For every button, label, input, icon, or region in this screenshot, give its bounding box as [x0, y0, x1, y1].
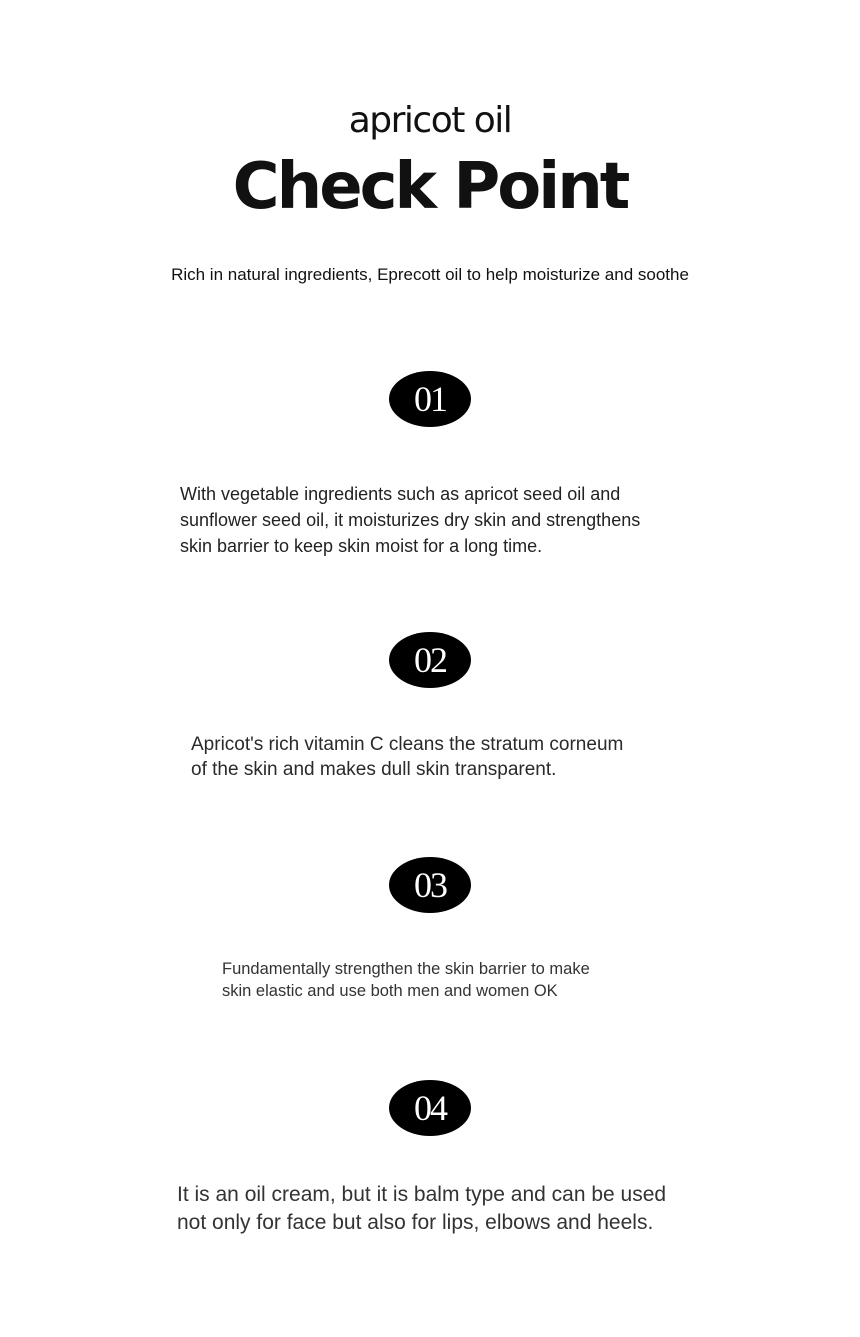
point-03-line-2: skin elastic and use both men and women OK	[222, 982, 558, 1000]
page-title: Check Point	[232, 150, 628, 224]
point-01-line-2: sunflower seed oil, it moisturizes dry skin and strengthens	[180, 510, 641, 530]
point-03-number-badge: 03	[389, 857, 471, 913]
point-01-line-1: With vegetable ingredients such as apricot seed oil and	[180, 484, 621, 504]
point-02-line-2: of the skin and makes dull skin transparent.	[191, 759, 557, 780]
product-name: apricot oil	[348, 100, 512, 141]
point-02-number-badge: 02	[389, 632, 471, 688]
point-02-line-1: Apricot's rich vitamin C cleans the stratum corneum	[191, 734, 624, 755]
point-04-line-2: not only for face but also for lips, elbows and heels.	[177, 1211, 654, 1234]
point-01-line-3: skin barrier to keep skin moist for a long time.	[180, 536, 543, 556]
point-01-description	[180, 481, 700, 559]
point-02-description	[191, 732, 691, 782]
point-03-description	[222, 958, 662, 1002]
point-04-line-1: It is an oil cream, but it is balm type and can be used	[177, 1183, 667, 1206]
intro-text: Rich in natural ingredients, Eprecott oil to help moisturize and soothe	[171, 265, 689, 284]
point-01-number-badge: 01	[389, 371, 471, 427]
point-03-line-1: Fundamentally strengthen the skin barrier to make	[222, 960, 590, 978]
point-04-description	[177, 1181, 717, 1237]
point-04-number-badge: 04	[389, 1080, 471, 1136]
